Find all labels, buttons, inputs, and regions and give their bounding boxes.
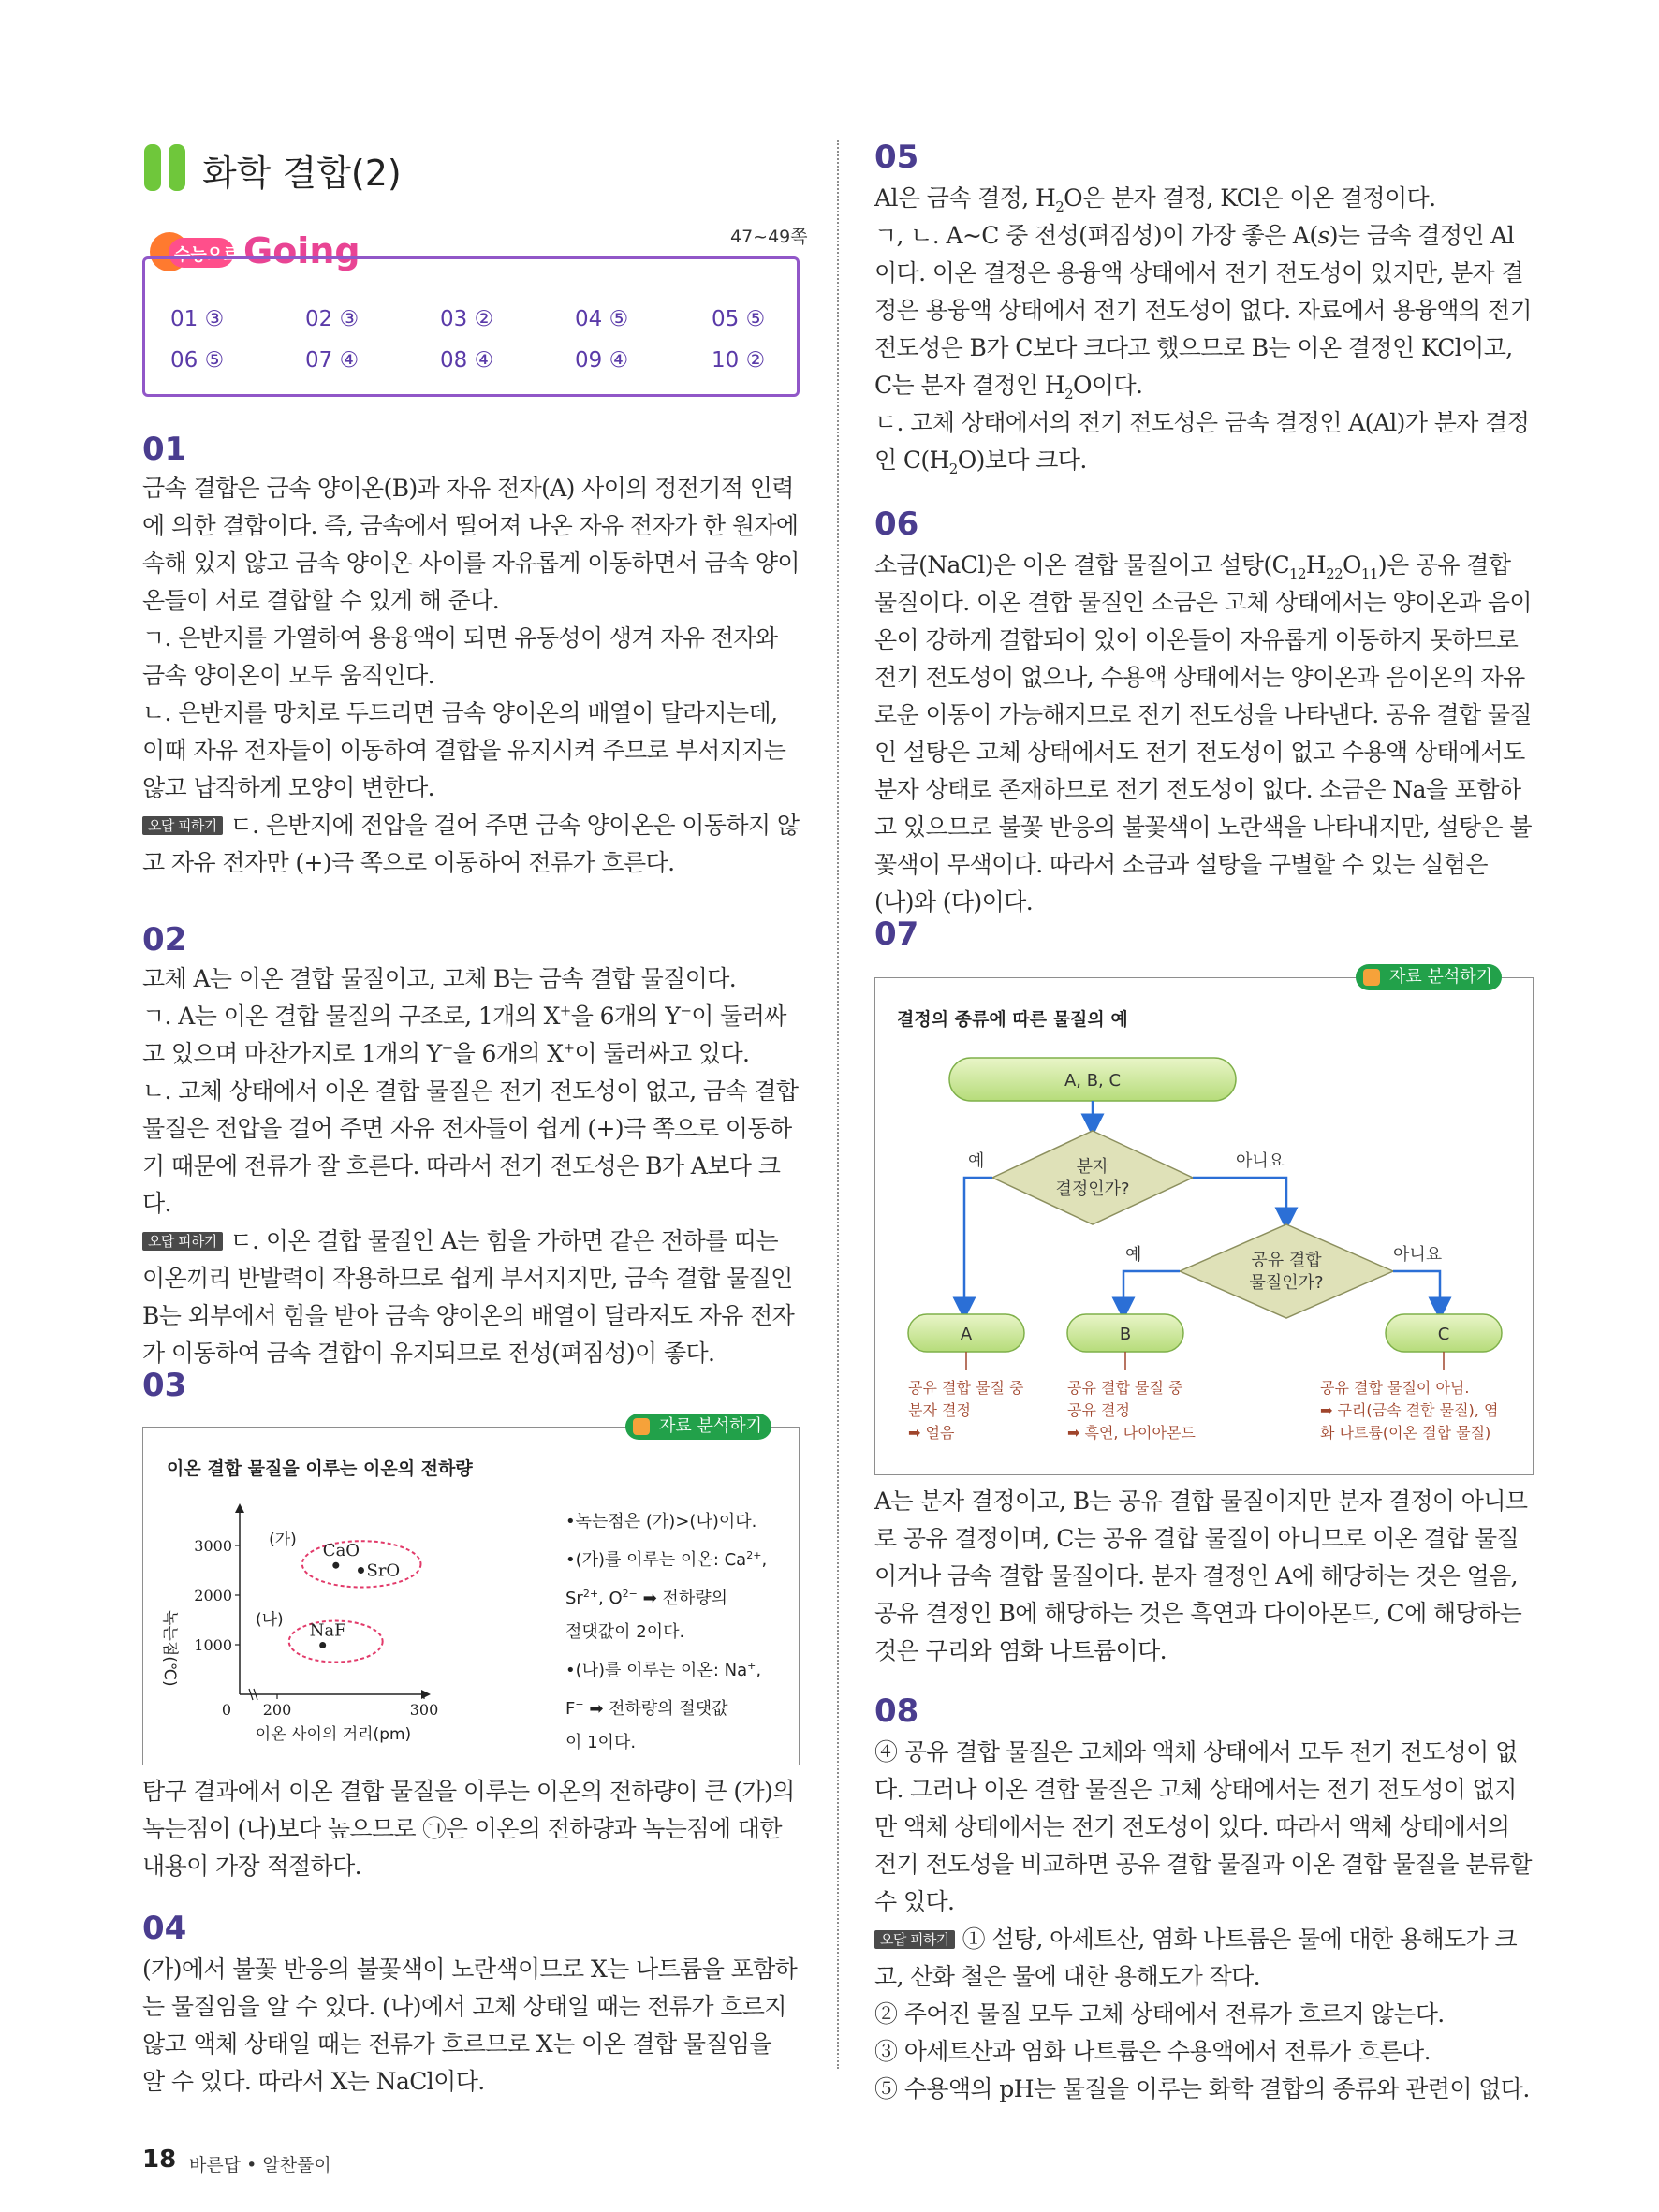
note-line: 이 1이다. <box>565 1733 637 1752</box>
question-number: 04 <box>142 1910 187 1947</box>
group-label: (나) <box>255 1610 284 1630</box>
flow-title: 결정의 종류에 따른 물질의 예 <box>897 1009 1128 1030</box>
paragraph: 오답 피하기 ㄷ. 이온 결합 물질인 A는 힘을 가하면 같은 전하를 띠는 이온끼리 반발력이 작용하므로 쉽게 부서지지만, 금속 결합 물질인 B는 외부에서 힘을 받아 금속 양이온의 배열이 달라져도 자유 전자가 이동하여 금속 결합이 유지되므로 전성(펴짐성)이 좋다. <box>142 1227 795 1367</box>
data-point <box>358 1567 364 1574</box>
answer-item: 05 ⑤ <box>712 307 766 331</box>
decision-covalent-line1: 공유 결합 <box>1251 1251 1322 1270</box>
y-axis-arrow <box>235 1503 244 1513</box>
data-analysis-badge: 자료 분석하기 <box>625 1414 771 1440</box>
column-divider <box>837 140 839 2069</box>
q07-body <box>874 1483 1534 1670</box>
start-node-label: A, B, C <box>1064 1071 1122 1091</box>
paragraph: ㄷ. 고체 상태에서의 전기 전도성은 금속 결정인 A(Al)가 분자 결정인 $C(H_2O)$보다 크다. <box>874 409 1530 477</box>
note-line: $Sr^{2+}$, $O^{2-}$ ➡ 전하량의 <box>565 1588 727 1608</box>
going-title: Going <box>243 230 360 271</box>
question-number: 01 <box>142 431 187 468</box>
answer-item: 10 ② <box>712 348 766 373</box>
note-a-line3: ➡ 얼음 <box>908 1424 955 1442</box>
paragraph: 금속 결합은 금속 양이온(B)과 자유 전자(A) 사이의 정전기적 인력에 의한 결합이다. 즉, 금속에서 떨어져 나온 자유 전자가 한 원자에 속해 있지 않고 금속 양이온 사이를 자유롭게 이동하면서 금속 양이온들이 서로 결합할 수 있게 해 준다. <box>142 475 800 614</box>
note-line: F− ➡ 전하량의 절댓값 <box>565 1698 728 1719</box>
answer-item: 03 ② <box>440 307 494 331</box>
paragraph: ㄱ. A는 이온 결합 물질의 구조로, 1개의 X+을 6개의 Y−이 둘러싸고 있으며 마찬가지로 1개의 Y−을 6개의 X+이 둘러싸고 있다. <box>142 1002 786 1067</box>
avoid-wrong-tag: 오답 피하기 <box>874 1930 955 1949</box>
question-number: 08 <box>874 1692 919 1730</box>
avoid-wrong-tag: 오답 피하기 <box>142 816 223 835</box>
page-number: 18 <box>142 2146 177 2174</box>
paragraph: 오답 피하기 ㄷ. 은반지에 전압을 걸어 주면 금속 양이온은 이동하지 않고 자유 전자만 (+)극 쪽으로 이동하여 전류가 흐른다. <box>142 812 800 876</box>
question-number: 03 <box>142 1367 187 1404</box>
q06-body <box>874 547 1534 921</box>
q01-body <box>142 470 800 882</box>
note-line: •(가)를 이루는 이온: $Ca^{2+}$, <box>565 1549 768 1570</box>
note-a-line2: 분자 결정 <box>908 1401 971 1419</box>
paragraph: ㄴ. 고체 상태에서 이온 결합 물질은 전기 전도성이 없고, 금속 결합 물질은 전압을 걸어 주면 자유 전자들이 쉽게 (+)극 쪽으로 이동하기 때문에 전류가 잘 흐른다. 따라서 전기 전도성은 B가 A보다 크다. <box>142 1077 799 1217</box>
data-point <box>332 1562 339 1569</box>
paragraph: 고체 A는 이온 결합 물질이고, 고체 B는 금속 결합 물질이다. <box>142 965 737 992</box>
question-number: 02 <box>142 921 187 959</box>
note-line: •(나)를 이루는 이온: Na+, <box>565 1660 762 1680</box>
q05-body <box>874 180 1534 479</box>
answer-item: 08 ④ <box>440 348 494 373</box>
x-axis-label: 이온 사이의 거리(pm) <box>255 1725 412 1744</box>
data-point <box>319 1642 326 1648</box>
chart-notes <box>565 1505 790 1760</box>
melting-point-chart <box>150 1494 543 1756</box>
question-number: 05 <box>874 139 919 176</box>
x-tick-label: 300 <box>409 1701 439 1719</box>
group-label: (가) <box>269 1531 297 1550</box>
paragraph: A는 분자 결정이고, B는 공유 결합 물질이지만 분자 결정이 아니므로 공유 결정이며, C는 공유 결합 물질이 아니므로 이온 결합 물질이거나 금속 결합 물질이다. 분자 결정인 A에 해당하는 것은 얼음, 공유 결정인 B에 해당하는 것은 흑연과 다이아몬드, C에 해당하는 것은 구리와 염화 나트륨이다. <box>874 1487 1528 1664</box>
avoid-wrong-tag: 오답 피하기 <box>142 1232 223 1251</box>
y-tick-label: 2000 <box>194 1587 232 1604</box>
paragraph: 오답 피하기 ① 설탕, 아세트산, 염화 나트륨은 물에 대한 용해도가 크고, 산화 철은 물에 대한 용해도가 작다. <box>874 1926 1518 1990</box>
note-a-line1: 공유 결합 물질 중 <box>908 1379 1024 1397</box>
answer-item: 02 ③ <box>305 307 360 331</box>
data-point-label: CaO <box>322 1541 360 1561</box>
x-axis-arrow <box>421 1690 431 1699</box>
y-axis-label: 녹는점(℃) <box>160 1610 179 1687</box>
decision-molecular <box>992 1131 1193 1224</box>
decision-covalent <box>1180 1224 1393 1318</box>
question-number: 07 <box>874 916 919 953</box>
paragraph: 탐구 결과에서 이온 결합 물질을 이루는 이온의 전하량이 큰 (가)의 녹는점이 (나)보다 높으므로 ㉠은 이온의 전하량과 녹는점에 대한 내용이 가장 적절하다. <box>142 1778 795 1880</box>
unit-title: 화학 결합(2) <box>202 153 402 194</box>
paragraph: ㄱ. 은반지를 가열하여 용융액이 되면 유동성이 생겨 자유 전자와 금속 양이온이 모두 움직인다. <box>142 624 778 689</box>
q02-body <box>142 960 800 1372</box>
note-c-line3: 화 나트륨(이온 결합 물질) <box>1320 1424 1491 1442</box>
leaf-b-label: B <box>1119 1325 1132 1344</box>
paragraph: Al은 금속 결정, $H_2O$은 분자 결정, KCl은 이온 결정이다. <box>874 184 1436 215</box>
answer-item: 07 ④ <box>305 348 360 373</box>
note-b-line1: 공유 결합 물질 중 <box>1067 1379 1183 1397</box>
footer-label: 바른답 • 알찬풀이 <box>189 2155 331 2175</box>
decision-molecular-line2: 결정인가? <box>1055 1179 1130 1199</box>
data-point-label: NaF <box>309 1620 346 1641</box>
q04-body <box>142 1951 800 2101</box>
yes-label: 예 <box>1125 1245 1142 1265</box>
paragraph: ③ 아세트산과 염화 나트륨은 수용액에서 전류가 흐른다. <box>874 2038 1431 2065</box>
note-line: •녹는점은 (가)>(나)이다. <box>565 1512 757 1531</box>
chart-title: 이온 결합 물질을 이루는 이온의 전하량 <box>167 1458 473 1479</box>
note-c-line1: 공유 결합 물질이 아님. <box>1320 1379 1470 1397</box>
note-b-line3: ➡ 흑연, 다이아몬드 <box>1067 1424 1196 1442</box>
y-tick-label: 1000 <box>194 1636 232 1654</box>
paragraph: (가)에서 불꽃 반응의 불꽃색이 노란색이므로 X는 나트륨을 포함하는 물질임을 알 수 있다. (나)에서 고체 상태일 때는 전류가 흐르지 않고 액체 상태일 때는 전류가 흐르므로 X는 이온 결합 물질임을 알 수 있다. 따라서 X는 NaCl이다. <box>142 1956 798 2095</box>
yes-label: 예 <box>968 1151 985 1171</box>
no-label: 아니요 <box>1393 1245 1443 1265</box>
note-b-line2: 공유 결정 <box>1067 1401 1130 1419</box>
q08-body <box>874 1734 1534 2108</box>
paragraph: ㄴ. 은반지를 망치로 두드리면 금속 양이온의 배열이 달라지는데, 이때 자유 전자들이 이동하여 결합을 유지시켜 주므로 부서지지는 않고 납작하게 모양이 변한다. <box>142 699 786 801</box>
note-line: 절댓값이 2이다. <box>565 1622 685 1642</box>
decision-molecular-line1: 분자 <box>1076 1157 1109 1177</box>
paragraph: ② 주어진 물질 모두 고체 상태에서 전류가 흐르지 않는다. <box>874 2000 1445 2028</box>
paragraph: ④ 공유 결합 물질은 고체와 액체 상태에서 모두 전기 전도성이 없다. 그러나 이온 결합 물질은 고체 상태에서는 전기 전도성이 없지만 액체 상태에서는 전기 전도성이 있다. 따라서 액체 상태에서의 전기 전도성을 비교하면 공유 결합 물질과 이온 결합 물질을 분류할 수 있다. <box>874 1738 1532 1915</box>
going-prefix: 수능으로 <box>174 245 240 265</box>
x-tick-label: 0 <box>221 1701 232 1719</box>
data-analysis-badge: 자료 분석하기 <box>1356 964 1502 990</box>
no-label: 아니요 <box>1236 1151 1285 1171</box>
q03-body <box>142 1773 800 1885</box>
note-c-line2: ➡ 구리(금속 결합 물질), 염 <box>1320 1401 1499 1419</box>
leaf-c-label: C <box>1437 1325 1450 1344</box>
answer-item: 04 ⑤ <box>575 307 629 331</box>
leaf-a-label: A <box>960 1325 973 1344</box>
unit-number-badge <box>140 140 195 195</box>
crystal-flowchart <box>874 977 1532 1473</box>
answer-item: 09 ④ <box>575 348 629 373</box>
paragraph: ㄱ, ㄴ. A~C 중 전성(펴짐성)이 가장 좋은 A(s)는 금속 결정인 Al이다. 이온 결정은 용융액 상태에서 전기 전도성이 있지만, 분자 결정은 용융액 상태에서 전기 전도성이 없다. 자료에서 용융액의 전기 전도성은 B가 C보다 크다고 했으므로 B는 이온 결정인 KCl이고, C는 분자 결정인 $H_2O$이다. <box>874 222 1532 403</box>
answer-item: 06 ⑤ <box>170 348 225 373</box>
going-pages: 47~49쪽 <box>730 227 808 247</box>
answer-item: 01 ③ <box>170 307 225 331</box>
data-point-label: SrO <box>366 1560 401 1581</box>
group-ellipse <box>302 1541 421 1587</box>
question-number: 06 <box>874 505 919 543</box>
paragraph: 소금(NaCl)은 이온 결합 물질이고 설탕$(C_{12}H_{22}O_{11})$은 공유 결합 물질이다. 이온 결합 물질인 소금은 고체 상태에서는 양이온과 음이온이 강하게 결합되어 있어 이온들이 자유롭게 이동하지 못하므로 전기 전도성이 없으나, 수용액 상태에서는 양이온과 음이온의 자유로운 이동이 가능해지므로 전기 전도성을 나타낸다. 공유 결합 물질인 설탕은 고체 상태에서도 전기 전도성이 없고 수용액 상태에서도 분자 상태로 존재하므로 전기 전도성이 없다. 소금은 Na을 포함하고 있으므로 불꽃 반응의 불꽃색이 노란색을 나타내지만, 설탕은 불꽃색이 무색이다. 따라서 소금과 설탕을 구별할 수 있는 실험은 (나)와 (다)이다. <box>874 551 1532 916</box>
decision-covalent-line2: 물질인가? <box>1249 1273 1324 1293</box>
badge-icon <box>633 1418 650 1435</box>
y-tick-label: 3000 <box>194 1537 232 1555</box>
paragraph: ⑤ 수용액의 pH는 물질을 이루는 화학 결합의 종류와 관련이 없다. <box>874 2075 1530 2102</box>
x-tick-label: 200 <box>262 1701 292 1719</box>
